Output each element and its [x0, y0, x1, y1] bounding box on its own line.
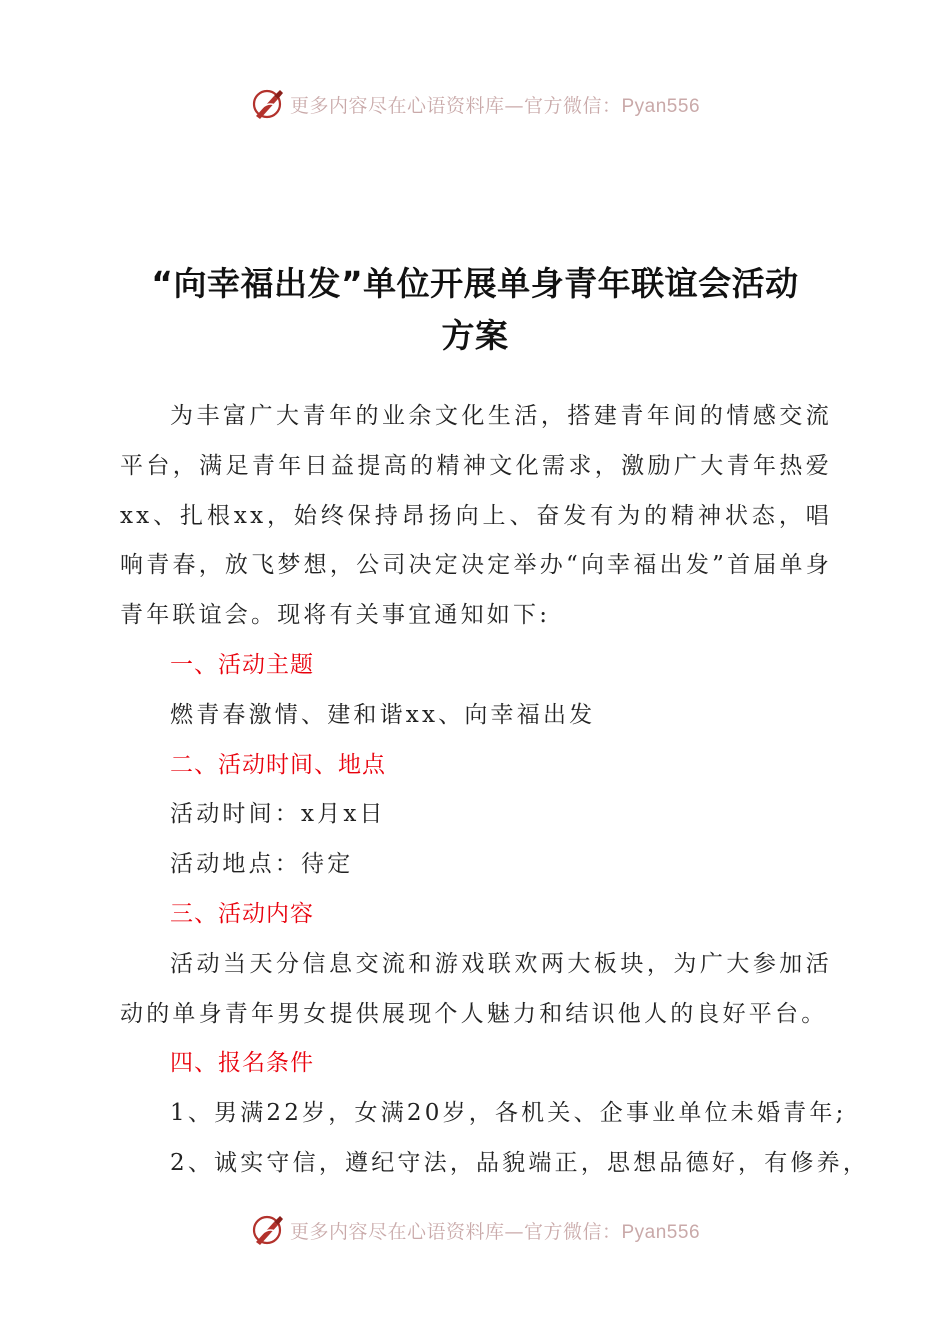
watermark-content — [250, 1212, 700, 1248]
activity-time: 活动时间：x月x日 — [170, 801, 386, 828]
document-title — [80, 258, 870, 362]
watermark-content — [250, 86, 700, 122]
activity-place: 活动地点：待定 — [170, 851, 354, 878]
theme-text: 燃青春激情、建和谐xx、向幸福出发 — [170, 701, 596, 728]
watermark-wechat-id: Pyan556 — [621, 1221, 701, 1243]
watermark-banner-top — [0, 84, 950, 124]
condition-item-2: 2、诚实守信，遵纪守法，品貌端正，思想品德好，有修养， — [170, 1149, 870, 1176]
pen-logo-icon — [250, 1212, 286, 1248]
intro-paragraph: 为丰富广大青年的业余文化生活，搭建青年间的情感交流平台，满足青年日益提高的精神文化需求，激励广大青年热爱xx、扎根xx，始终保持昂扬向上、奋发有为的精神状态，唱响青春，放飞梦想，公司决定决定举办“向幸福出发”首届单身青年联谊会。现将有关事宜通知如下: — [120, 403, 832, 629]
watermark-text: 更多内容尽在心语资料库—官方微信： — [289, 94, 622, 117]
section-heading-conditions: 四、报名条件 — [170, 1050, 314, 1077]
condition-item-1: 1、男满22岁，女满20岁，各机关、企事业单位未婚青年; — [170, 1100, 847, 1127]
title-line-1: “向幸福出发”单位开展单身青年联谊会活动 — [151, 264, 799, 303]
content-paragraph: 活动当天分信息交流和游戏联欢两大板块，为广大参加活动的单身青年男女提供展现个人魅力和结识他人的良好平台。 — [120, 950, 832, 1027]
section-heading-content: 三、活动内容 — [170, 900, 314, 927]
section-heading-time-place: 二、活动时间、地点 — [170, 751, 386, 778]
title-line-2: 方案 — [441, 316, 509, 355]
watermark-wechat-id: Pyan556 — [621, 95, 701, 117]
pen-logo-icon — [250, 86, 286, 122]
section-heading-theme: 一、活动主题 — [170, 651, 314, 678]
watermark-banner-bottom — [0, 1210, 950, 1250]
document-body — [120, 392, 870, 1189]
watermark-text: 更多内容尽在心语资料库—官方微信： — [289, 1220, 622, 1243]
